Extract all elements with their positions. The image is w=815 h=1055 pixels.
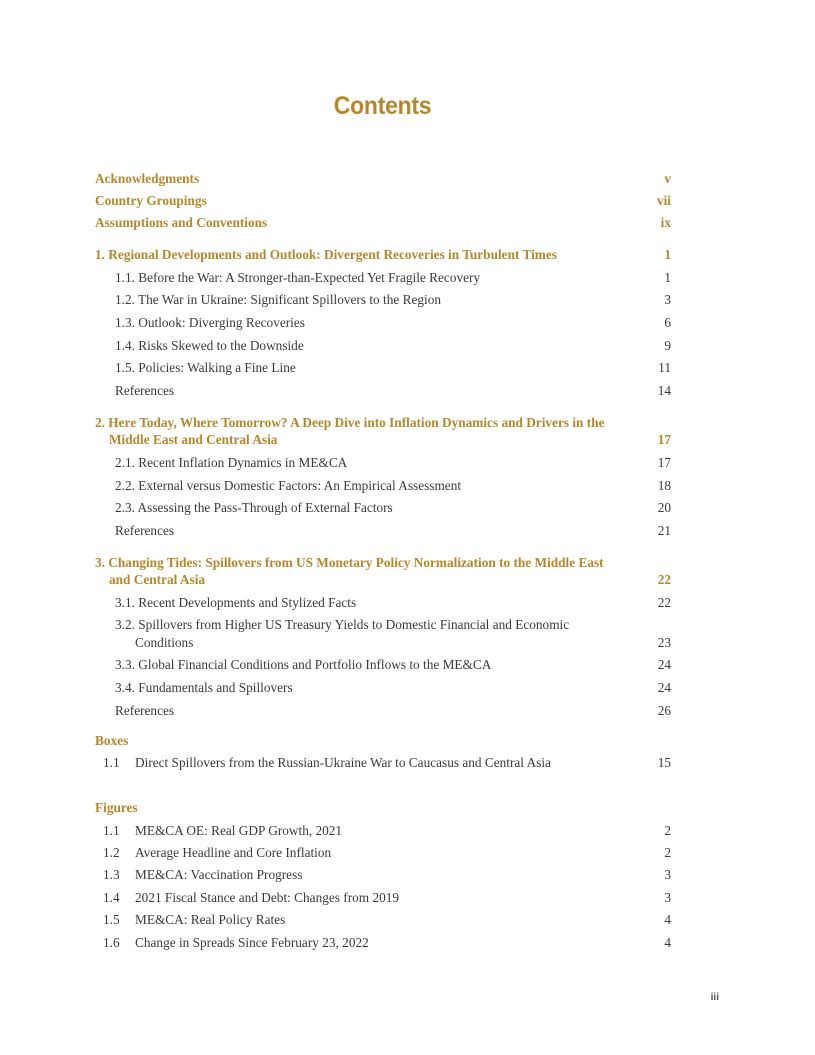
toc-entry-page: 15 — [657, 755, 671, 770]
toc-entry-country-groupings[interactable] — [0, 192, 815, 210]
toc-entry-label: 3.2. Spillovers from Higher US Treasury Yields to Domestic Financial and Economic — [115, 617, 570, 632]
toc-entry-number: 1.1 — [103, 755, 120, 770]
toc-entry-page: 2 — [664, 823, 671, 838]
toc-entry-page: 6 — [664, 315, 671, 330]
toc-entry-page: 23 — [657, 635, 671, 650]
toc-chapter-title: 3. Changing Tides: Spillovers from US Monetary Policy Normalization to the Middle East — [95, 555, 604, 570]
toc-chapter-2[interactable] — [0, 414, 815, 432]
toc-entry-label: References — [115, 703, 175, 718]
toc-entry-label: References — [115, 383, 175, 398]
toc-entry-page: 22 — [657, 572, 671, 587]
toc-entry-label: Average Headline and Core Inflation — [135, 845, 332, 860]
toc-entry-label: 3.4. Fundamentals and Spillovers — [115, 680, 293, 695]
toc-section-3-3[interactable] — [0, 656, 815, 674]
toc-chapter-2-line2[interactable] — [0, 431, 815, 449]
toc-section-1-3[interactable] — [0, 314, 815, 332]
toc-entry-number: 1.2 — [103, 845, 120, 860]
toc-entry-number: 1.1 — [103, 823, 120, 838]
toc-entry-page: 4 — [664, 912, 671, 927]
toc-entry-number: 1.4 — [103, 890, 120, 905]
toc-entry-page: 18 — [657, 478, 671, 493]
toc-entry-label: 2.1. Recent Inflation Dynamics in ME&CA — [115, 455, 348, 470]
toc-box-1-1[interactable] — [0, 754, 815, 772]
toc-entry-assumptions[interactable] — [0, 214, 815, 232]
toc-figure-1-6[interactable] — [0, 934, 815, 952]
toc-entry-page: 1 — [664, 247, 671, 262]
toc-section-2-references[interactable] — [0, 522, 815, 540]
toc-entry-number: 1.6 — [103, 935, 120, 950]
figures-heading — [0, 799, 815, 817]
toc-figure-1-1[interactable] — [0, 822, 815, 840]
page-title: Contents — [333, 92, 432, 120]
section-heading: Figures — [95, 800, 138, 815]
toc-entry-page: 9 — [664, 338, 671, 353]
toc-entry-page: 24 — [657, 657, 671, 672]
toc-section-1-1[interactable] — [0, 269, 815, 287]
toc-section-2-1[interactable] — [0, 454, 815, 472]
toc-entry-label: 2021 Fiscal Stance and Debt: Changes from 2019 — [135, 890, 400, 905]
toc-entry-number: 1.3 — [103, 867, 120, 882]
toc-entry-label: Direct Spillovers from the Russian-Ukraine War to Caucasus and Central Asia — [135, 755, 551, 770]
toc-chapter-3[interactable] — [0, 554, 815, 572]
page-number: iii — [710, 992, 719, 1003]
toc-section-3-4[interactable] — [0, 679, 815, 697]
toc-chapter-title-cont: and Central Asia — [109, 572, 206, 587]
toc-entry-label: Assumptions and Conventions — [95, 215, 268, 230]
toc-entry-page: 24 — [657, 680, 671, 695]
toc-section-3-2-line2[interactable] — [0, 634, 815, 652]
toc-entry-label: Country Groupings — [95, 193, 207, 208]
toc-entry-acknowledgments[interactable] — [0, 170, 815, 188]
toc-entry-label: 1.5. Policies: Walking a Fine Line — [115, 360, 296, 375]
toc-figure-1-4[interactable] — [0, 889, 815, 907]
toc-entry-label: ME&CA: Real Policy Rates — [135, 912, 286, 927]
toc-entry-label: 1.2. The War in Ukraine: Significant Spillovers to the Region — [115, 292, 442, 307]
toc-chapter-title-cont: Middle East and Central Asia — [109, 432, 278, 447]
toc-figure-1-3[interactable] — [0, 866, 815, 884]
toc-entry-page: 17 — [657, 455, 671, 470]
toc-entry-label: ME&CA OE: Real GDP Growth, 2021 — [135, 823, 343, 838]
toc-chapter-1[interactable] — [0, 246, 815, 264]
toc-section-2-2[interactable] — [0, 477, 815, 495]
toc-section-1-4[interactable] — [0, 337, 815, 355]
toc-entry-page: vii — [656, 193, 671, 208]
toc-entry-page: 20 — [657, 500, 671, 515]
toc-chapter-title: 2. Here Today, Where Tomorrow? A Deep Dive into Inflation Dynamics and Drivers in the — [95, 415, 605, 430]
toc-entry-page: 26 — [657, 703, 671, 718]
toc-figure-1-5[interactable] — [0, 911, 815, 929]
toc-chapter-title: 1. Regional Developments and Outlook: Divergent Recoveries in Turbulent Times — [95, 247, 557, 262]
toc-entry-page: 11 — [658, 360, 671, 375]
toc-entry-label: Acknowledgments — [95, 171, 200, 186]
toc-entry-label: 1.1. Before the War: A Stronger-than-Expected Yet Fragile Recovery — [115, 270, 481, 285]
toc-entry-page: 14 — [657, 383, 671, 398]
toc-entry-label: 1.4. Risks Skewed to the Downside — [115, 338, 304, 353]
toc-entry-number: 1.5 — [103, 912, 120, 927]
toc-entry-label: ME&CA: Vaccination Progress — [135, 867, 303, 882]
toc-section-3-2[interactable] — [0, 616, 815, 634]
toc-entry-page: 4 — [664, 935, 671, 950]
toc-section-3-1[interactable] — [0, 594, 815, 612]
toc-figure-1-2[interactable] — [0, 844, 815, 862]
toc-entry-page: 2 — [664, 845, 671, 860]
toc-entry-page: 3 — [664, 292, 671, 307]
toc-entry-label: 2.3. Assessing the Pass-Through of External Factors — [115, 500, 393, 515]
toc-entry-page: 22 — [657, 595, 671, 610]
toc-entry-label: References — [115, 523, 175, 538]
toc-entry-page: 3 — [664, 867, 671, 882]
toc-section-3-references[interactable] — [0, 702, 815, 720]
toc-entry-label: Change in Spreads Since February 23, 2022 — [135, 935, 369, 950]
toc-chapter-3-line2[interactable] — [0, 571, 815, 589]
toc-entry-label: 3.3. Global Financial Conditions and Portfolio Inflows to the ME&CA — [115, 657, 492, 672]
toc-entry-label: 1.3. Outlook: Diverging Recoveries — [115, 315, 305, 330]
toc-entry-page: 3 — [664, 890, 671, 905]
boxes-heading — [0, 732, 815, 750]
toc-entry-page: ix — [660, 215, 671, 230]
toc-entry-page: v — [664, 171, 671, 186]
toc-entry-page: 21 — [657, 523, 671, 538]
toc-entry-label: 3.1. Recent Developments and Stylized Facts — [115, 595, 357, 610]
toc-entry-label: 2.2. External versus Domestic Factors: An Empirical Assessment — [115, 478, 462, 493]
toc-entry-page: 17 — [657, 432, 671, 447]
section-heading: Boxes — [95, 733, 129, 748]
toc-section-1-5[interactable] — [0, 359, 815, 377]
toc-section-1-2[interactable] — [0, 291, 815, 309]
toc-section-1-references[interactable] — [0, 382, 815, 400]
toc-entry-label-cont: Conditions — [135, 635, 194, 650]
toc-section-2-3[interactable] — [0, 499, 815, 517]
toc-entry-page: 1 — [664, 270, 671, 285]
